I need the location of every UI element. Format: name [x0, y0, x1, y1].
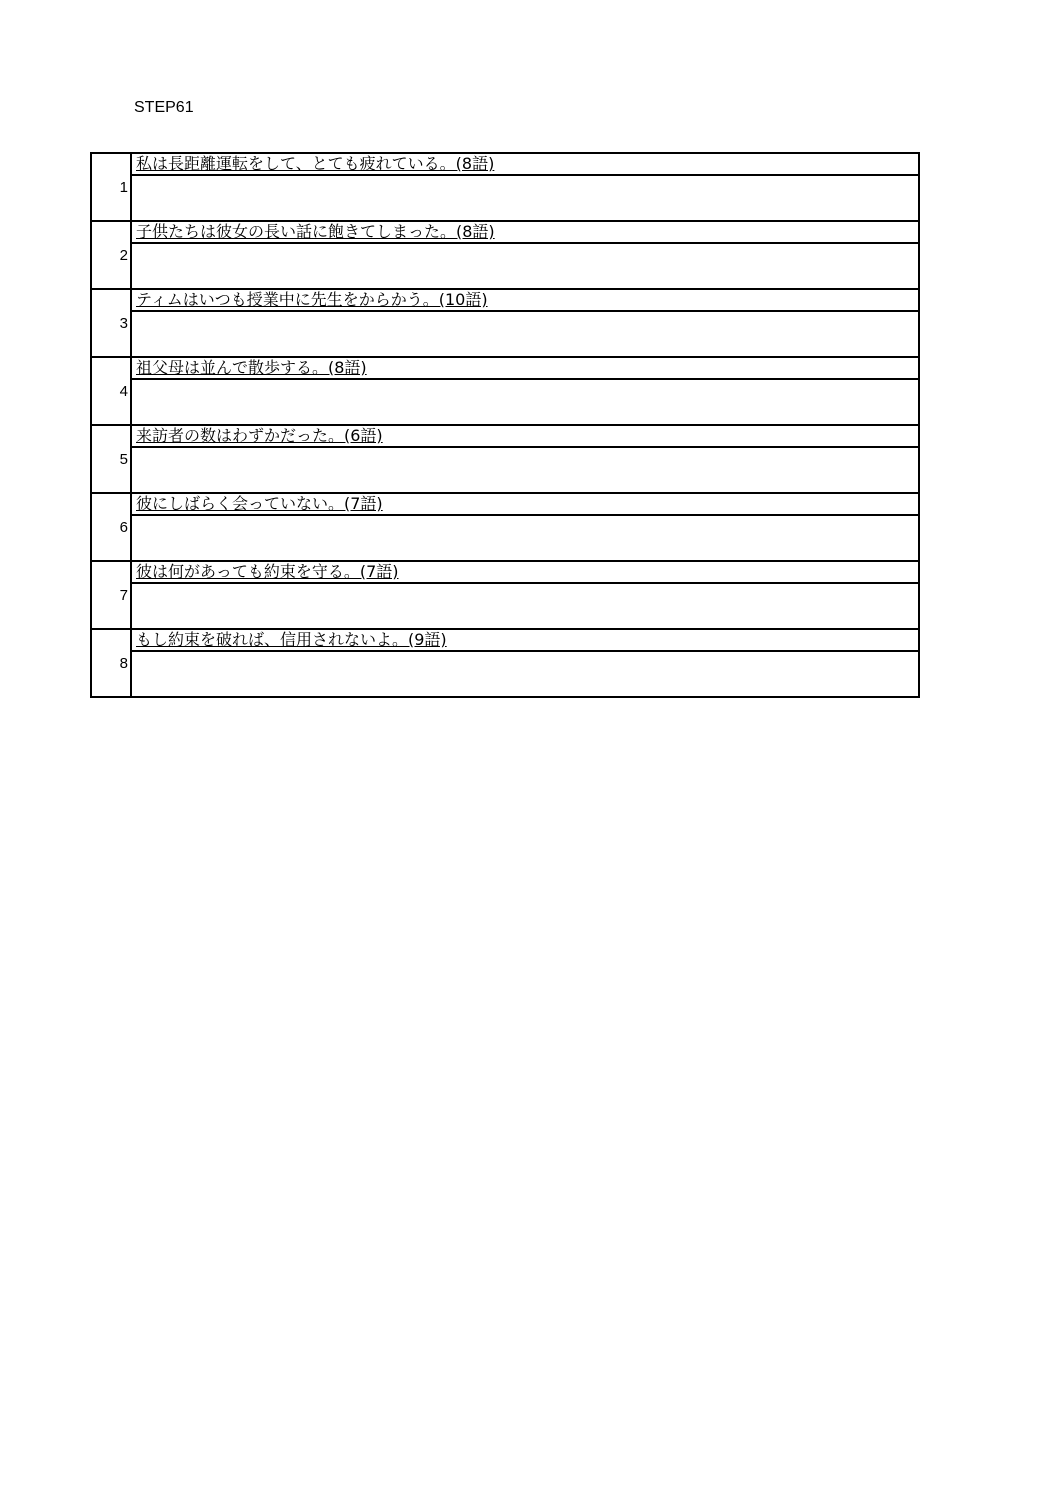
question-text: 私は長距離運転をして、とても疲れている。(8語): [132, 154, 918, 176]
row-number: 2: [92, 222, 132, 288]
table-row: [92, 290, 918, 358]
question-text: もし約束を破れば、信用されないよ。(9語): [132, 630, 918, 652]
answer-field[interactable]: [132, 244, 918, 288]
row-number: 4: [92, 358, 132, 424]
answer-field[interactable]: [132, 380, 918, 424]
question-text: 彼にしばらく会っていない。(7語): [132, 494, 918, 516]
row-content: [132, 358, 918, 424]
row-number: 5: [92, 426, 132, 492]
answer-field[interactable]: [132, 312, 918, 356]
row-content: [132, 630, 918, 696]
row-number: 8: [92, 630, 132, 696]
row-content: [132, 222, 918, 288]
row-content: [132, 154, 918, 220]
exercise-table: [90, 152, 920, 698]
row-content: [132, 562, 918, 628]
answer-field[interactable]: [132, 176, 918, 220]
answer-field[interactable]: [132, 516, 918, 560]
table-row: [92, 154, 918, 222]
table-row: [92, 494, 918, 562]
table-row: [92, 630, 918, 696]
question-text: 来訪者の数はわずかだった。(6語): [132, 426, 918, 448]
row-content: [132, 426, 918, 492]
question-text: ティムはいつも授業中に先生をからかう。(10語): [132, 290, 918, 312]
table-row: [92, 222, 918, 290]
worksheet-title: STEP61: [134, 99, 194, 116]
row-number: 7: [92, 562, 132, 628]
row-number: 1: [92, 154, 132, 220]
row-number: 3: [92, 290, 132, 356]
answer-field[interactable]: [132, 448, 918, 492]
question-text: 彼は何があっても約束を守る。(7語): [132, 562, 918, 584]
table-row: [92, 562, 918, 630]
row-content: [132, 494, 918, 560]
question-text: 祖父母は並んで散歩する。(8語): [132, 358, 918, 380]
row-number: 6: [92, 494, 132, 560]
row-content: [132, 290, 918, 356]
question-text: 子供たちは彼女の長い話に飽きてしまった。(8語): [132, 222, 918, 244]
answer-field[interactable]: [132, 652, 918, 696]
table-row: [92, 358, 918, 426]
answer-field[interactable]: [132, 584, 918, 628]
table-row: [92, 426, 918, 494]
